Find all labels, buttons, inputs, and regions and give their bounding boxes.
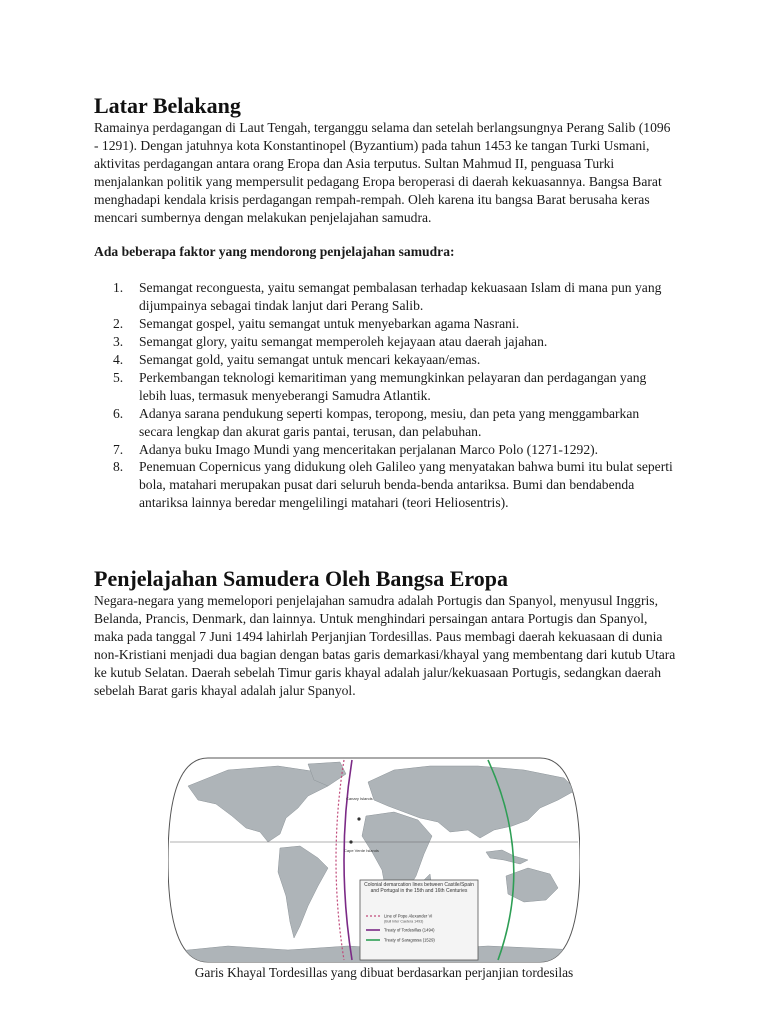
legend-note-alexander: (Bull Inter Caetera 1493) <box>384 919 424 924</box>
paragraph-latar-belakang: Ramainya perdagangan di Laut Tengah, terganggu selama dan setelah berlangsungnya Perang Salib (1096 - 1291). Dengan jatuhnya kota Konstantinopel (Byzantium) pada tahun 1453 ke tangan Turki Usmani, aktivitas perdagangan antara orang Eropa dan Asia terputus. Sultan Mahmud II, penguasa Turki menjalankan politik yang mempersulit pedagang Eropa beroperasi di daerah kekuasannya. Bangsa Barat menghadapi kendala krisis perdagangan rempah-rempah. Oleh karena itu bangsa Barat berusaha keras mencari sumbernya dengan melakukan penjelajahan samudra. <box>94 120 671 225</box>
list-text: Penemuan Copernicus yang didukung oleh Galileo yang menyatakan bahwa bumi itu bulat seperti bola, matahari merupakan pusat dari seluruh benda-benda antariksa. Bumi dan bendabenda antariksa lainnya beredar mengelilingi matahari (teori Heliosentris). <box>139 459 673 511</box>
legend-label-saragossa: Treaty of Saragossa (1529) <box>384 937 435 943</box>
list-number: 8. <box>113 459 124 475</box>
label-cape-verde: Cape Verde Islands <box>344 848 379 853</box>
list-number: 7. <box>113 441 124 457</box>
list-text: Semangat gold, yaitu semangat untuk mencari kekayaan/emas. <box>139 351 481 367</box>
list-item <box>94 279 676 315</box>
heading-penjelajahan: Penjelajahan Samudera Oleh Bangsa Eropa <box>94 566 508 592</box>
list-text: Semangat gospel, yaitu semangat untuk menyebarkan agama Nasrani. <box>139 316 520 332</box>
label-canary-islands: Canary Islands <box>346 796 373 801</box>
list-text: Semangat glory, yaitu semangat memperoleh kejayaan atau daerah jajahan. <box>139 334 548 350</box>
legend-label-alexander: Line of Pope Alexander VI <box>384 913 433 919</box>
factors-list <box>94 279 676 512</box>
list-number: 6. <box>113 405 124 421</box>
document-content <box>94 93 676 700</box>
list-text: Adanya sarana pendukung seperti kompas, teropong, mesiu, dan peta yang menggambarkan secara lengkap dan akurat garis pantai, terusan, dan pelabuhan. <box>139 405 640 439</box>
list-number: 5. <box>113 369 124 385</box>
list-item <box>94 333 676 351</box>
list-text: Perkembangan teknologi kemaritiman yang memungkinkan pelayaran dan perdagangan yang lebih luas, termasuk menyeberangi Samudra Atlantik. <box>139 369 647 403</box>
list-number: 4. <box>113 351 124 367</box>
list-number: 2. <box>113 316 124 332</box>
list-item <box>94 351 676 369</box>
legend-label-tordesillas: Treaty of Tordesillas (1494) <box>384 927 435 933</box>
list-number: 1. <box>113 280 124 296</box>
list-item <box>94 441 676 459</box>
list-text: Semangat reconguesta, yaitu semangat pembalasan terhadap kekuasaan Islam di mana pun yang dijumpainya sebagai tindak lanjut dari Perang Salib. <box>139 280 662 314</box>
map-legend <box>360 880 478 960</box>
world-map-figure <box>168 756 580 964</box>
list-number: 3. <box>113 334 124 350</box>
list-item <box>94 369 676 405</box>
list-item <box>94 458 676 512</box>
heading-latar-belakang: Latar Belakang <box>94 93 241 118</box>
list-item <box>94 405 676 441</box>
canary-islands-marker <box>357 817 360 820</box>
list-text: Adanya buku Imago Mundi yang menceritakan perjalanan Marco Polo (1271-1292). <box>139 441 599 457</box>
factors-lead: Ada beberapa faktor yang mendorong penjelajahan samudra: <box>94 244 455 260</box>
section-penjelajahan <box>94 566 676 699</box>
paragraph-penjelajahan: Negara-negara yang memelopori penjelajahan samudra adalah Portugis dan Spanyol, menyusul Inggris, Belanda, Prancis, Denmark, dan lainnya. Untuk menghindari persaingan antara Portugis dan Spanyol, maka pada tanggal 7 Juni 1494 lahirlah Perjanjian Tordesillas. Paus membagi daerah kekuasaan di dunia non-Kristiani menjadi dua bagian dengan batas garis demarkasi/khayal yang membentang dari kutub Utara ke kutub Selatan. Daerah sebelah Timur garis khayal adalah jalur/kekuasaan Portugis, sedangkan daerah sebelah Barat garis khayal adalah jalur Spanyol. <box>94 593 676 698</box>
list-item <box>94 315 676 333</box>
world-map <box>168 756 580 964</box>
legend-title: Colonial demarcation lines between Castile/Spain and Portugal in the 15th and 16th Centuries <box>364 882 474 894</box>
figure-caption: Garis Khayal Tordesillas yang dibuat berdasarkan perjanjian tordesilas <box>194 965 574 980</box>
cape-verde-marker <box>349 840 352 843</box>
